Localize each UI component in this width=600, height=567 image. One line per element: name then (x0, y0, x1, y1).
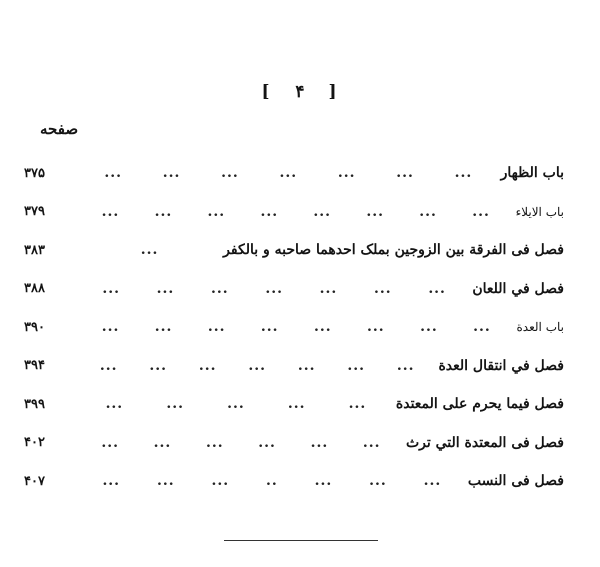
toc-entry-page: ۳۹۴ (24, 358, 45, 374)
toc-row (24, 193, 564, 232)
toc-entry-page: ۴۰۷ (24, 473, 45, 489)
toc-entry-title: فصل في اللعان (472, 280, 564, 297)
page-header (0, 82, 600, 102)
toc-entry-title: فصل في انتقال العدة (438, 357, 564, 374)
toc-row (24, 347, 564, 386)
toc-entry-page: ۳۹۹ (24, 396, 45, 412)
toc-leader: ... ... ... ... ... ... (101, 434, 381, 451)
toc-entry-title: باب الایلاء (515, 204, 564, 219)
toc-entry-page: ۳۹۰ (24, 319, 45, 335)
toc-row (24, 231, 564, 270)
toc-row (24, 308, 564, 347)
toc-leader: ... ... ... ... ... ... ... (102, 280, 446, 297)
toc-entry-title: باب الظهار (500, 165, 564, 182)
toc-entry-page: ۴۰۲ (24, 435, 45, 451)
toc-leader: ... ... ... ... ... ... ... (104, 165, 473, 182)
toc-leader: ... ... ... ... ... ... ... (99, 357, 415, 374)
toc-entry-page: ۳۸۸ (24, 281, 45, 297)
toc-row (24, 462, 564, 501)
toc-leader: ... (140, 242, 159, 259)
toc-entry-title: فصل فیما یحرم علی المعتدة (395, 396, 564, 413)
footer-rule (224, 540, 378, 541)
toc-entry-title: فصل فی المعتدة التي ترث (405, 434, 564, 451)
toc-row (24, 385, 564, 424)
toc-entry-title: فصل فی الفرقة بین الزوجین بملک احدهما صاحبه و بالکفر (223, 242, 564, 259)
toc-entry-title: باب العدة (516, 320, 564, 335)
toc-entry-page: ۳۸۳ (24, 242, 45, 258)
toc-leader: ... ... ... ... ... ... ... ... (101, 203, 490, 220)
table-of-contents (24, 154, 564, 501)
toc-leader: ... ... ... ... ... (105, 396, 367, 413)
header-right-bracket: ] (328, 82, 339, 102)
toc-row (24, 270, 564, 309)
header-left-bracket: [ (261, 82, 272, 102)
toc-row (24, 424, 564, 463)
page-column-heading: صفحه (40, 120, 79, 138)
toc-entry-page: ۳۷۹ (24, 204, 45, 220)
toc-leader: ... ... ... .. ... ... ... (102, 473, 442, 490)
toc-leader: ... ... ... ... ... ... ... ... (101, 319, 491, 336)
header-page-number: ۴ (295, 82, 305, 102)
toc-entry-page: ۳۷۵ (24, 165, 45, 181)
toc-entry-title: فصل فی النسب (467, 473, 564, 490)
toc-row (24, 154, 564, 193)
